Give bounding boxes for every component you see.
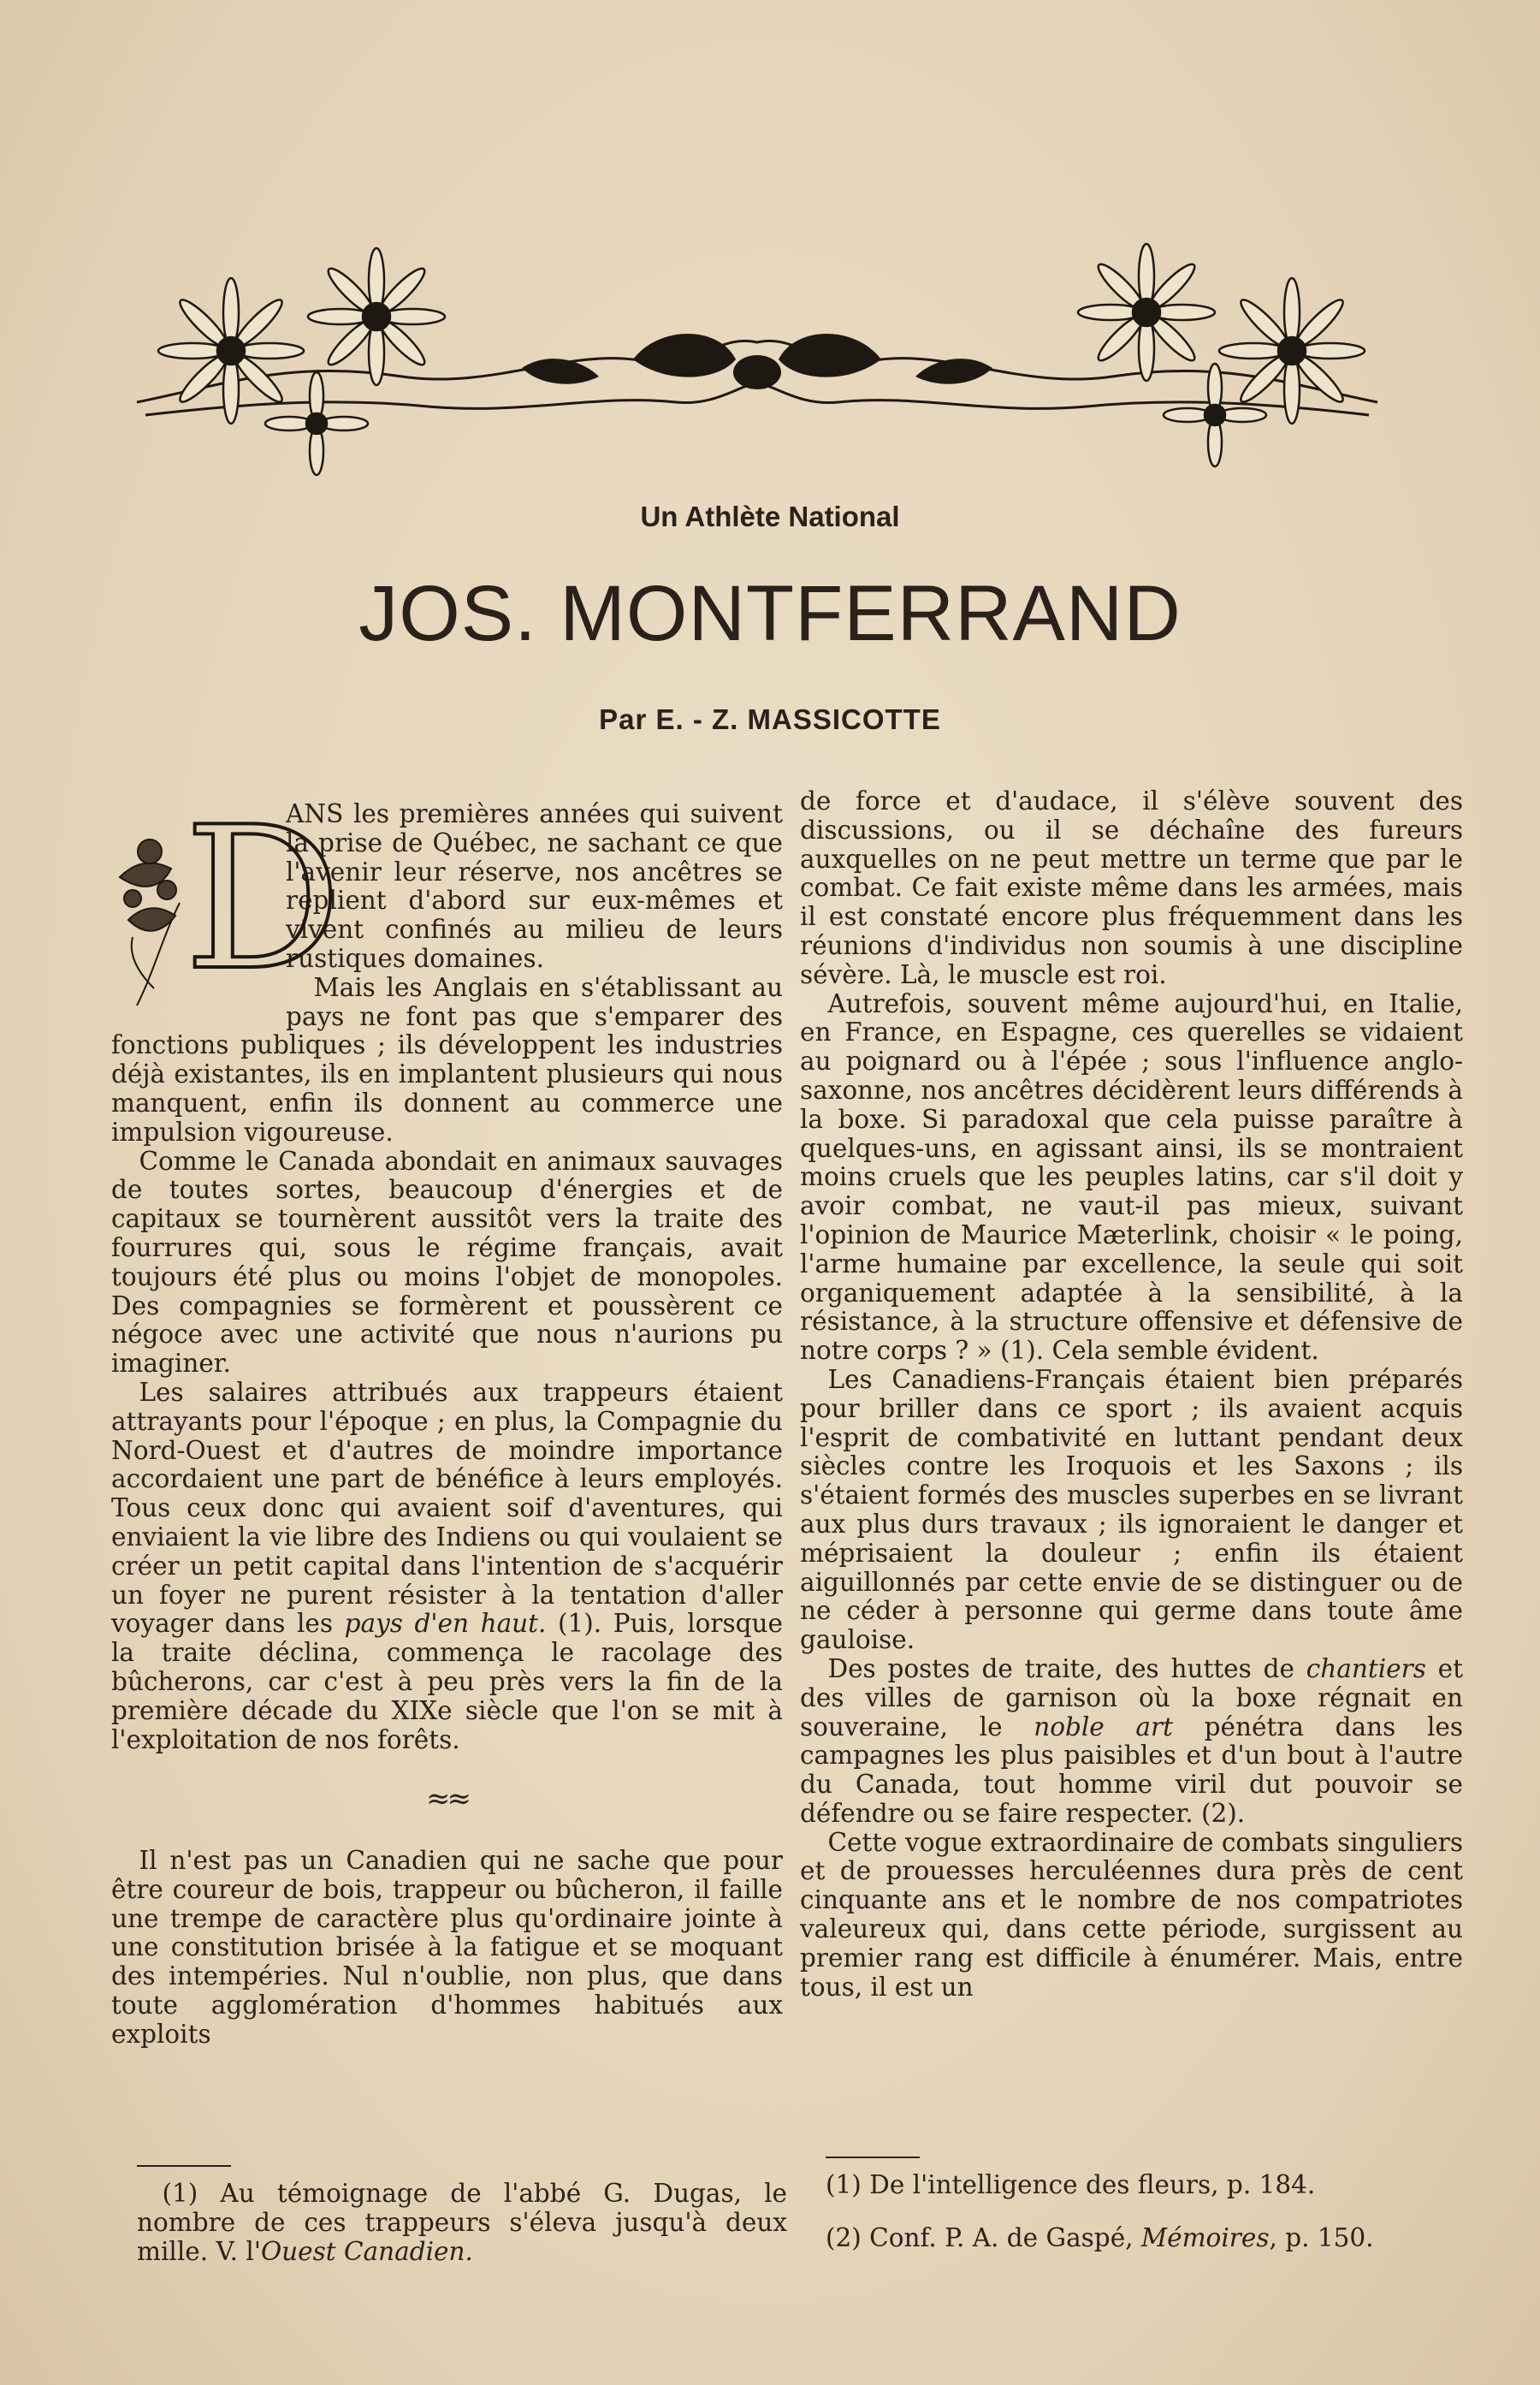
floral-dropcap-icon — [103, 786, 342, 1014]
right-column — [800, 787, 1463, 2002]
footnote-rule — [826, 2157, 920, 2158]
paragraph-4: Les salaires attribués aux trappeurs étaient attrayants pour l'époque ; en plus, la Compagnie du Nord-Ouest et d'autres de moindre importance accordaient une part de bénéfice à leurs employés. Tous ceux donc qui avaient soif d'aventures, qui enviaient la vie libre des Indiens ou qui voulaient se créer un petit capital dans l'intention de s'acquérir un foyer ne purent résister à la tentation d'aller voyager dans les pays d'en haut. (1). Puis, lorsque la traite déclina, commença le racolage des bûcherons, car c'est à peu près vers la fin de la première décade du XIXe siècle que l'on se mit à l'exploitation de nos forêts. — [111, 1377, 783, 1754]
paragraph-1: ANS les premières années qui suivent la prise de Québec, ne sachant ce que l'avenir leur réserve, nos ancêtres se replient d'abord sur eux-mêmes et vivent confinés au milieu de leurs rustiques domaines. — [286, 799, 783, 973]
paragraph-9: Des postes de traite, des huttes de chantiers et des villes de garnison où la boxe régnait en souveraine, le noble art pénétra dans les campagnes les plus paisibles et d'un bout à l'autre du Canada, tout homme viril dut pouvoir se défendre ou se faire respecter. (2). — [800, 1653, 1463, 1828]
paragraph-2: Mais les Anglais en s'établissant au pays ne font pas que s'emparer des fonctions publiques ; ils développent les industries déjà existantes, ils en implantent plusieurs qui nous manquent, enfin ils donnent au commerce une impulsion vigoureuse. — [111, 972, 783, 1147]
paragraph-3: Comme le Canada abondait en animaux sauvages de toutes sortes, beaucoup d'énergies et de capitaux se tournèrent aussitôt vers la traite des fourrures qui, sous le régime français, avait toujours été plus ou moins l'objet de monopoles. Des compagnies se formèrent et poussèrent ce négoce avec une activité que nous n'aurions pu imaginer. — [111, 1146, 783, 1379]
footnote-right-1: (1) De l'intelligence des fleurs, p. 184. — [826, 2170, 1316, 2199]
section-separator: ≈≈ — [426, 1782, 468, 1817]
footnotes-left — [137, 2165, 787, 2266]
floral-header-ornament — [120, 231, 1395, 471]
article-byline: Par E. - Z. MASSICOTTE — [599, 703, 941, 735]
paragraph-5: Il n'est pas un Canadien qui ne sache que pour être coureur de bois, trappeur ou bûcheron, il faille une trempe de caractère plus qu'ordinaire jointe à une constitution brisée à la fatigue et se moquant des intempéries. Nul n'oublie, non plus, que dans toute agglomération d'hommes habitués aux exploits — [111, 1846, 783, 2049]
paragraph-10: Cette vogue extraordinaire de combats singuliers et de prouesses herculéennes dura près de cent cinquante ans et le nombre de nos compatriotes valeureux qui, dans cette période, surgissent au premier rang est difficile à énumérer. Mais, entre tous, il est un — [800, 1827, 1463, 2002]
article-kicker: Un Athlète National — [640, 501, 900, 532]
paragraph-7: Autrefois, souvent même aujourd'hui, en Italie, en France, en Espagne, ces querelles se vidaient au poignard ou à l'épée ; sous l'influence anglo-saxonne, nos ancêtres décidèrent leurs différends à la boxe. Si paradoxal que cela puisse paraître à quelques-uns, en agissant ainsi, ils se montraient moins cruels que les peuples latins, car s'il doit y avoir combat, ne vaut-il pas mieux, suivant l'opinion de Maurice Mæterlink, choisir « le poing, l'arme humaine par excellence, la seule qui soit organiquement adaptée à la sensibilité, à la résistance, à la structure offensive et défensive de notre corps ? » (1). Cela semble évident. — [800, 988, 1463, 1366]
svg-text:D: D — [184, 786, 342, 1014]
drop-cap — [103, 786, 342, 1014]
footnotes-right — [826, 2157, 1463, 2276]
left-column — [111, 786, 783, 2050]
footnote-left-1: (1) Au témoignage de l'abbé G. Dugas, le nombre de ces trappeurs s'éleva jusqu'à deux mille. V. l'Ouest Canadien. — [137, 2179, 787, 2266]
article-title: JOS. MONTFERRAND — [358, 570, 1182, 657]
paragraph-8: Les Canadiens-Français étaient bien préparés pour briller dans ce sport ; ils avaient acquis l'esprit de combativité en luttant pendant deux siècles contre les Iroquois et les Saxons ; ils s'étaient formés des muscles superbes en se livrant aux plus durs travaux ; ils ignoraient le danger et méprisaient la douleur ; enfin ils étaient aiguillonnés par cette envie de se distinguer ou de ne céder à personne qui germe dans toute âme gauloise. — [800, 1364, 1463, 1655]
paragraph-6: de force et d'audace, il s'élève souvent des discussions, ou il se déchaîne des fureurs auxquelles on ne peut mettre un terme que par le combat. Ce fait existe même dans les armées, mais il est constaté encore plus fréquemment dans les réunions d'individus non soumis à une discipline sévère. Là, le muscle est roi. — [800, 786, 1463, 989]
footnote-rule — [137, 2165, 231, 2167]
footnote-right-2: (2) Conf. P. A. de Gaspé, Mémoires, p. 150. — [826, 2223, 1374, 2252]
